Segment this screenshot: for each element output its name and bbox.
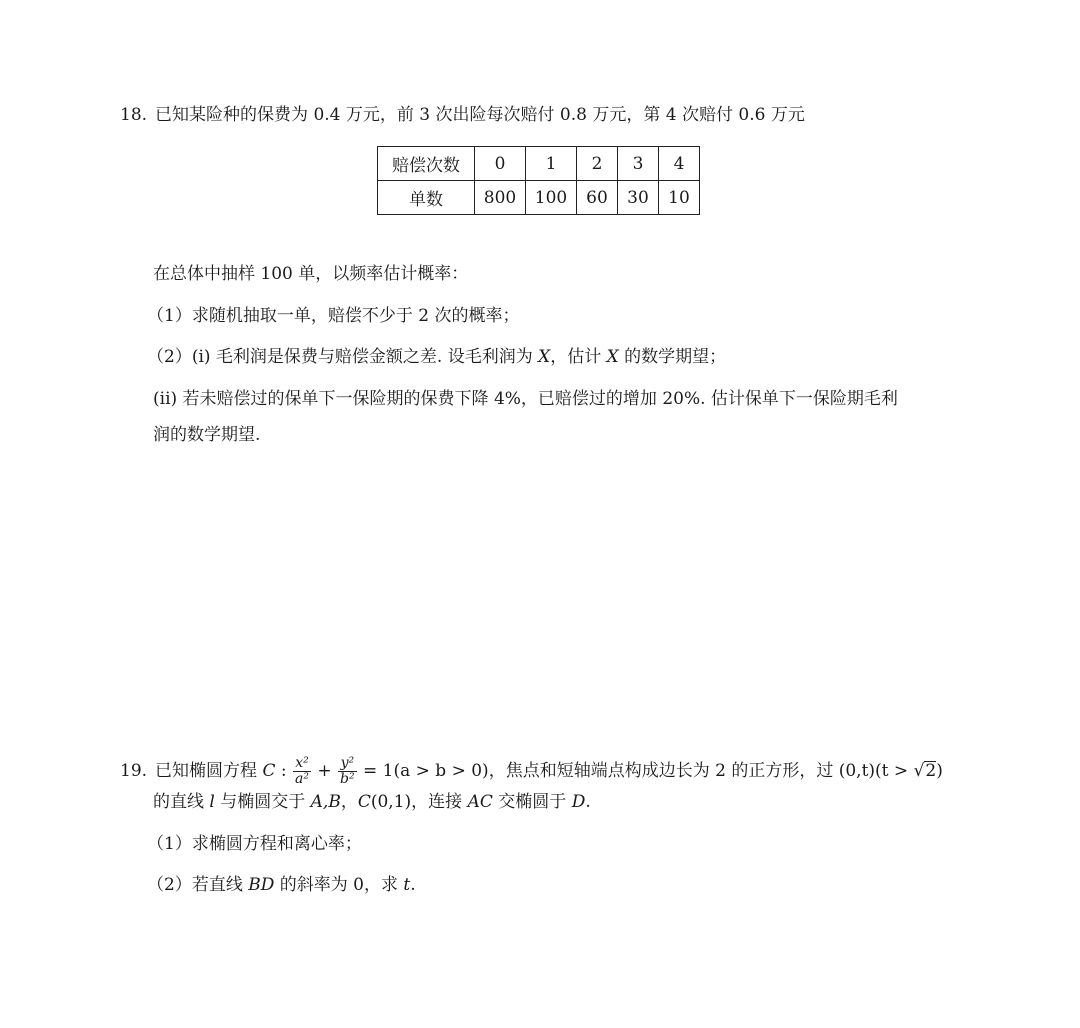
q18-stem: 已知某险种的保费为 0.4 万元，前 3 次出险每次赔付 0.8 万元，第 4 次赔付 0.6 万元 [155, 105, 805, 125]
q18-part2-i-text: 的数学期望； [618, 347, 727, 367]
point-d: D [571, 792, 586, 812]
q18-part2-i [147, 345, 726, 369]
table-cell: 30 [618, 181, 659, 215]
q18-sampling: 在总体中抽样 100 单，以频率估计概率： [153, 264, 469, 284]
q18-part2-ii-line1: (ii) 若未赔偿过的保单下一保险期的保费下降 4%，已赔偿过的增加 20%. 估计保单下一保险期毛利 [153, 389, 898, 409]
q19-stem-line2 [153, 790, 591, 814]
table-row [378, 147, 700, 181]
table-row [378, 181, 700, 215]
sqrt-sign: √ [913, 761, 925, 781]
q19-part2-text: 的斜率为 0，求 [274, 875, 404, 895]
points-ab: A,B [310, 792, 341, 812]
sqrt-argument: 2 [925, 761, 937, 781]
table-cell: 赔偿次数 [378, 147, 475, 181]
q19-part1: （1）求椭圆方程和离心率； [147, 834, 362, 854]
equation-rest: = 1(a > b > 0) [357, 761, 489, 781]
table-cell: 3 [618, 147, 659, 181]
table-cell: 4 [659, 147, 700, 181]
table-cell: 0 [475, 147, 526, 181]
table-cell: 800 [475, 181, 526, 215]
q19-stem-text: 与椭圆交于 [214, 792, 311, 812]
segment-ac: AC [467, 792, 493, 812]
fraction-numerator: x² [293, 756, 311, 772]
line-bd: BD [248, 875, 275, 895]
q18-part2-i-text: （2）(i) 毛利润是保费与赔偿金额之差. 设毛利润为 [147, 347, 539, 367]
q19-stem-text: ， [340, 792, 358, 812]
var-l: l [209, 792, 215, 812]
fraction-numerator: y² [338, 756, 357, 772]
var-c: C [262, 761, 276, 781]
q19-part2-text: （2）若直线 [147, 875, 249, 895]
claims-table [377, 146, 700, 215]
table-cell: 60 [577, 181, 618, 215]
q19-stem-text: : [275, 761, 293, 781]
table-cell: 1 [526, 147, 577, 181]
q19-stem-text: 的直线 [153, 792, 210, 812]
q18-part1: （1）求随机抽取一单，赔偿不少于 2 次的概率； [147, 306, 520, 326]
q19-stem-text: ，焦点和短轴端点构成边长为 2 的正方形，过 (0,t)(t > [488, 761, 914, 781]
fraction-denominator: a² [295, 771, 309, 787]
q19-stem-text: 交椭圆于 [492, 792, 572, 812]
q19-stem-text: ) [936, 761, 943, 781]
var-x: X [538, 347, 551, 367]
point-c: C [357, 792, 371, 812]
plus-sign: + [311, 761, 338, 781]
q19-stem-text: 已知椭圆方程 [155, 761, 263, 781]
table-cell: 单数 [378, 181, 475, 215]
q19-stem-text: (0,1)，连接 [370, 792, 468, 812]
fraction-denominator: b² [340, 771, 355, 787]
q18-part2-i-text: ，估计 [550, 347, 607, 367]
table-cell: 2 [577, 147, 618, 181]
q19-part2-text: . [410, 875, 416, 895]
q19-stem-text: . [585, 792, 591, 812]
table-cell: 10 [659, 181, 700, 215]
q18-number: 18. [120, 105, 148, 125]
fraction-y-over-b [338, 756, 357, 787]
q18-part2-ii-line2: 润的数学期望. [153, 425, 261, 445]
var-t: t [403, 875, 411, 895]
q18-stem-line [120, 103, 805, 127]
table-cell: 100 [526, 181, 577, 215]
q19-stem-line1 [120, 756, 943, 787]
var-x: X [606, 347, 619, 367]
fraction-x-over-a [293, 756, 311, 787]
q19-part2 [147, 873, 416, 897]
q19-number: 19. [120, 761, 148, 781]
